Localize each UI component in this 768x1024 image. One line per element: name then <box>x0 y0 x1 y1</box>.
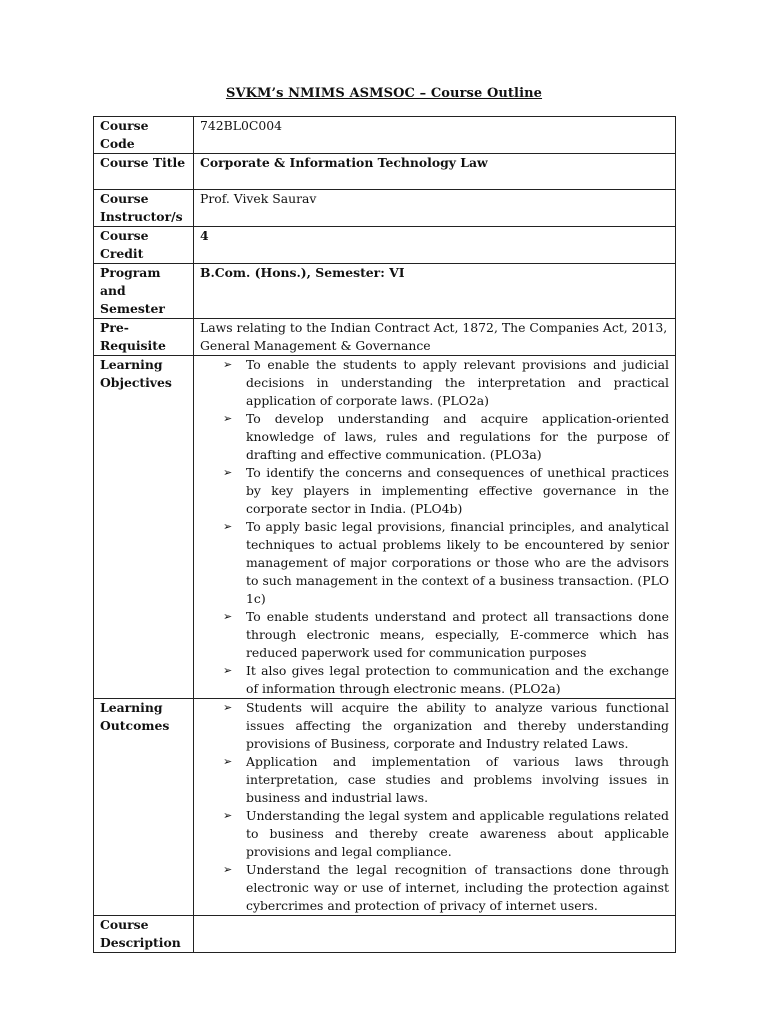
value-program-semester: B.Com. (Hons.), Semester: VI <box>194 264 676 319</box>
label-learning-outcomes: Learning Outcomes <box>94 699 194 916</box>
arrow-bullet-icon: ➢ <box>223 610 233 623</box>
learning-outcome-text: Students will acquire the ability to analyze various functional issues affecting the organization and thereby understanding provisions of Business, corporate and Industry related Laws. <box>246 700 669 751</box>
value-course-title: Corporate & Information Technology Law <box>194 154 676 190</box>
value-learning-outcomes <box>194 699 676 916</box>
label-course-title: Course Title <box>94 154 194 190</box>
value-course-code: 742BL0C004 <box>194 117 676 154</box>
arrow-bullet-icon: ➢ <box>223 664 233 677</box>
arrow-bullet-icon: ➢ <box>223 755 233 768</box>
learning-outcome-item <box>200 753 669 807</box>
learning-objective-text: It also gives legal protection to communication and the exchange of information through electronic means. (PLO2a) <box>246 663 669 696</box>
arrow-bullet-icon: ➢ <box>223 358 233 371</box>
label-course-description: Course Description <box>94 916 194 953</box>
learning-objective-item <box>200 662 669 698</box>
learning-objective-item <box>200 518 669 608</box>
arrow-bullet-icon: ➢ <box>223 466 233 479</box>
label-pre-requisite: Pre-Requisite <box>94 319 194 356</box>
learning-outcome-text: Application and implementation of various laws through interpretation, case studies and problems involving issues in business and industrial laws. <box>246 754 669 805</box>
row-course-credit <box>94 227 676 264</box>
page-title: SVKM’s NMIMS ASMSOC – Course Outline <box>225 86 543 101</box>
learning-outcomes-list <box>200 699 669 915</box>
learning-objective-text: To enable the students to apply relevant provisions and judicial decisions in understanding the interpretation and practical application of corporate laws. (PLO2a) <box>246 357 669 408</box>
label-course-instructor: Course Instructor/s <box>94 190 194 227</box>
row-learning-outcomes <box>94 699 676 916</box>
label-course-code: Course Code <box>94 117 194 154</box>
learning-outcome-text: Understand the legal recognition of transactions done through electronic way or use of internet, including the protection against cybercrimes and protection of privacy of internet users. <box>246 862 669 913</box>
learning-outcome-item <box>200 807 669 861</box>
arrow-bullet-icon: ➢ <box>223 863 233 876</box>
row-course-title <box>94 154 676 190</box>
arrow-bullet-icon: ➢ <box>223 809 233 822</box>
value-pre-requisite: Laws relating to the Indian Contract Act, 1872, The Companies Act, 2013, General Management & Governance <box>194 319 676 356</box>
value-course-instructor: Prof. Vivek Saurav <box>194 190 676 227</box>
learning-outcome-item <box>200 699 669 753</box>
row-learning-objectives <box>94 356 676 699</box>
learning-objective-text: To identify the concerns and consequences of unethical practices by key players in implementing effective governance in the corporate sector in India. (PLO4b) <box>246 465 669 516</box>
value-course-credit: 4 <box>194 227 676 264</box>
learning-objective-text: To enable students understand and protect all transactions done through electronic means, especially, E-commerce which has reduced paperwork used for communication purposes <box>246 609 669 660</box>
label-learning-objectives: Learning Objectives <box>94 356 194 699</box>
row-course-description <box>94 916 676 953</box>
label-course-credit: Course Credit <box>94 227 194 264</box>
learning-objective-item <box>200 608 669 662</box>
label-program-semester: Program and Semester <box>94 264 194 319</box>
arrow-bullet-icon: ➢ <box>223 701 233 714</box>
learning-objective-item <box>200 410 669 464</box>
row-course-instructor <box>94 190 676 227</box>
learning-objectives-list <box>200 356 669 698</box>
row-course-code <box>94 117 676 154</box>
arrow-bullet-icon: ➢ <box>223 412 233 425</box>
learning-outcome-text: Understanding the legal system and applicable regulations related to business and thereby create awareness about applicable provisions and legal compliance. <box>246 808 669 859</box>
value-course-description <box>194 916 676 953</box>
arrow-bullet-icon: ➢ <box>223 520 233 533</box>
course-outline-table <box>93 116 676 953</box>
learning-objective-text: To develop understanding and acquire application-oriented knowledge of laws, rules and regulations for the purpose of drafting and effective communication. (PLO3a) <box>246 411 669 462</box>
learning-objective-text: To apply basic legal provisions, financial principles, and analytical techniques to actual problems likely to be encountered by senior management of major corporations or those who are the advisors to such management in the context of a business transaction. (PLO 1c) <box>246 519 669 606</box>
learning-objective-item <box>200 356 669 410</box>
row-program-semester <box>94 264 676 319</box>
row-pre-requisite <box>94 319 676 356</box>
learning-outcome-item <box>200 861 669 915</box>
learning-objective-item <box>200 464 669 518</box>
value-learning-objectives <box>194 356 676 699</box>
